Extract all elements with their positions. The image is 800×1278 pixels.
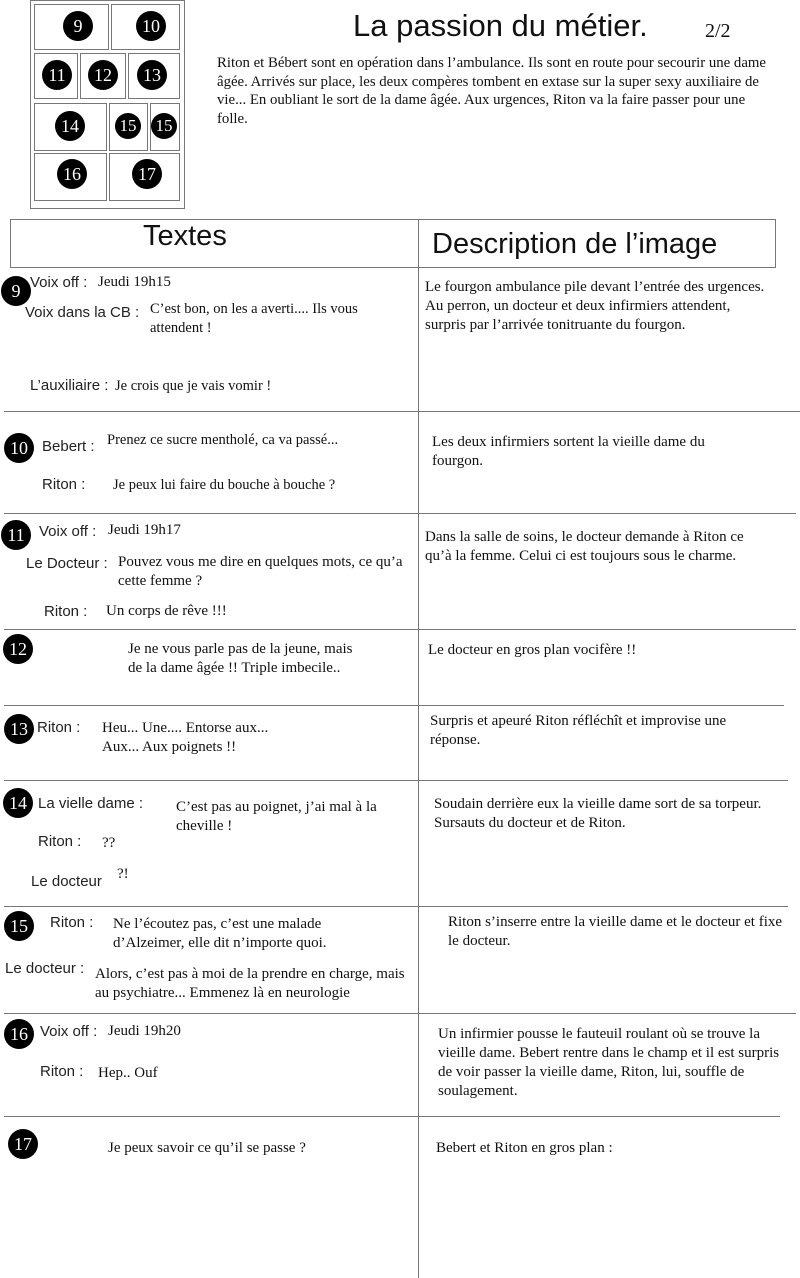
page-thumbnail: [30, 0, 185, 209]
row-separator: [4, 705, 784, 706]
page-title: La passion du métier.: [353, 8, 648, 43]
speaker-label: Riton :: [50, 914, 94, 931]
dialogue-text: Je ne vous parle pas de la jeune, mais de la dame âgée !! Triple imbecile..: [128, 641, 353, 676]
speaker-label: Riton :: [37, 719, 81, 736]
speaker-label: Le docteur :: [5, 960, 85, 977]
dialogue-text: Prenez ce sucre mentholé, ca va passé...: [107, 432, 339, 448]
speaker-label: Bebert :: [42, 438, 95, 455]
speaker-label: Voix off :: [40, 1023, 98, 1040]
panel-number: 10: [4, 433, 34, 463]
dialogue-text: C’est pas au poignet, j’ai mal à la cheville !: [176, 799, 377, 834]
dialogue-text: Pouvez vous me dire en quelques mots, ce qu’a cette femme ?: [118, 554, 403, 589]
speaker-label: Voix dans la CB :: [25, 304, 140, 321]
speaker-label: La vielle dame :: [38, 795, 144, 812]
panel-number: 16: [4, 1019, 34, 1049]
panel-number: 15: [4, 911, 34, 941]
dialogue-text: Jeudi 19h20: [108, 1023, 181, 1039]
panel-number: 12: [3, 634, 33, 664]
thumb-number: 15: [115, 113, 141, 139]
image-description: Surpris et apeuré Riton réfléchît et improvise une réponse.: [430, 713, 727, 748]
image-description: Soudain derrière eux la vieille dame sort de sa torpeur. Sursauts du docteur et de Riton.: [434, 796, 762, 831]
thumb-number: 13: [137, 60, 167, 90]
speaker-label: Riton :: [38, 833, 82, 850]
story-summary: Riton et Bébert sont en opération dans l’ambulance. Ils sont en route pour secourir une dame âgée. Arrivés sur place, les deux compères tombent en extase sur la super sexy auxiliaire de vie... En oubliant le sort de la dame âgée. Aux urgences, Riton va la faire passer pour une folle.: [217, 55, 766, 127]
dialogue-text: Ne l’écoutez pas, c’est une malade d’Alzeimer, elle dit n’importe quoi.: [113, 916, 327, 951]
thumb-number: 15: [151, 113, 177, 139]
dialogue-text: Je peux savoir ce qu’il se passe ?: [108, 1140, 306, 1156]
image-description: Dans la salle de soins, le docteur demande à Riton ce qu’à la femme. Celui ci est toujours sous le charme.: [425, 529, 744, 564]
panel-number: 9: [1, 276, 31, 306]
row-separator: [4, 1013, 796, 1014]
row-separator: [4, 629, 796, 630]
speaker-label: Le docteur: [31, 873, 102, 890]
row-separator: [4, 411, 800, 412]
image-description: Le docteur en gros plan vocifère !!: [428, 642, 637, 658]
dialogue-text: Jeudi 19h17: [108, 522, 181, 538]
dialogue-text: ??: [102, 835, 116, 851]
panel-number: 17: [8, 1129, 38, 1159]
dialogue-text: Heu... Une.... Entorse aux... Aux... Aux poignets !!: [102, 720, 269, 755]
image-description: Les deux infirmiers sortent la vieille dame du fourgon.: [432, 434, 705, 469]
column-header-description: Description de l’image: [432, 228, 718, 260]
column-divider: [418, 219, 419, 1278]
row-separator: [4, 513, 796, 514]
speaker-label: Voix off :: [30, 274, 88, 291]
thumb-number: 16: [57, 159, 87, 189]
thumb-number: 10: [136, 11, 166, 41]
image-description: Un infirmier pousse le fauteuil roulant où se trouve la vieille dame. Bebert rentre dans le champ et il est surpris de voir passer la vieille dame, Riton, lui, souffle de soulagement.: [438, 1026, 780, 1099]
image-description: Bebert et Riton en gros plan :: [436, 1140, 613, 1156]
dialogue-text: Jeudi 19h15: [98, 274, 171, 290]
panel-number: 11: [1, 520, 31, 550]
dialogue-text: ?!: [117, 866, 129, 882]
thumb-number: 12: [88, 60, 118, 90]
dialogue-text: Je crois que je vais vomir !: [115, 378, 272, 394]
speaker-label: Riton :: [40, 1063, 84, 1080]
speaker-label: Le Docteur :: [26, 555, 108, 572]
row-separator: [4, 1116, 780, 1117]
row-separator: [4, 780, 788, 781]
thumb-number: 9: [63, 11, 93, 41]
thumb-number: 17: [132, 159, 162, 189]
panel-number: 13: [4, 714, 34, 744]
speaker-label: L’auxiliaire :: [30, 377, 109, 394]
speaker-label: Riton :: [44, 603, 88, 620]
dialogue-text: Un corps de rêve !!!: [106, 603, 227, 619]
speaker-label: Voix off :: [39, 523, 97, 540]
page-number: 2/2: [705, 20, 731, 42]
thumb-number: 11: [42, 60, 72, 90]
panel-number: 14: [3, 788, 33, 818]
row-separator: [4, 906, 788, 907]
image-description: Le fourgon ambulance pile devant l’entrée des urgences. Au perron, un docteur et deux infirmiers attendent, surpris par l’arrivée tonitruante du fourgon.: [425, 279, 765, 333]
image-description: Riton s’inserre entre la vieille dame et le docteur et fixe le docteur.: [448, 914, 783, 949]
dialogue-text: Je peux lui faire du bouche à bouche ?: [113, 477, 336, 493]
dialogue-text: C’est bon, on les a averti.... Ils vous attendent !: [150, 301, 358, 336]
dialogue-text: Hep.. Ouf: [98, 1065, 158, 1081]
dialogue-text: Alors, c’est pas à moi de la prendre en charge, mais au psychiatre... Emmenez là en neurologie: [95, 966, 405, 1001]
column-header-textes: Textes: [143, 220, 227, 252]
speaker-label: Riton :: [42, 476, 86, 493]
thumb-number: 14: [55, 111, 85, 141]
